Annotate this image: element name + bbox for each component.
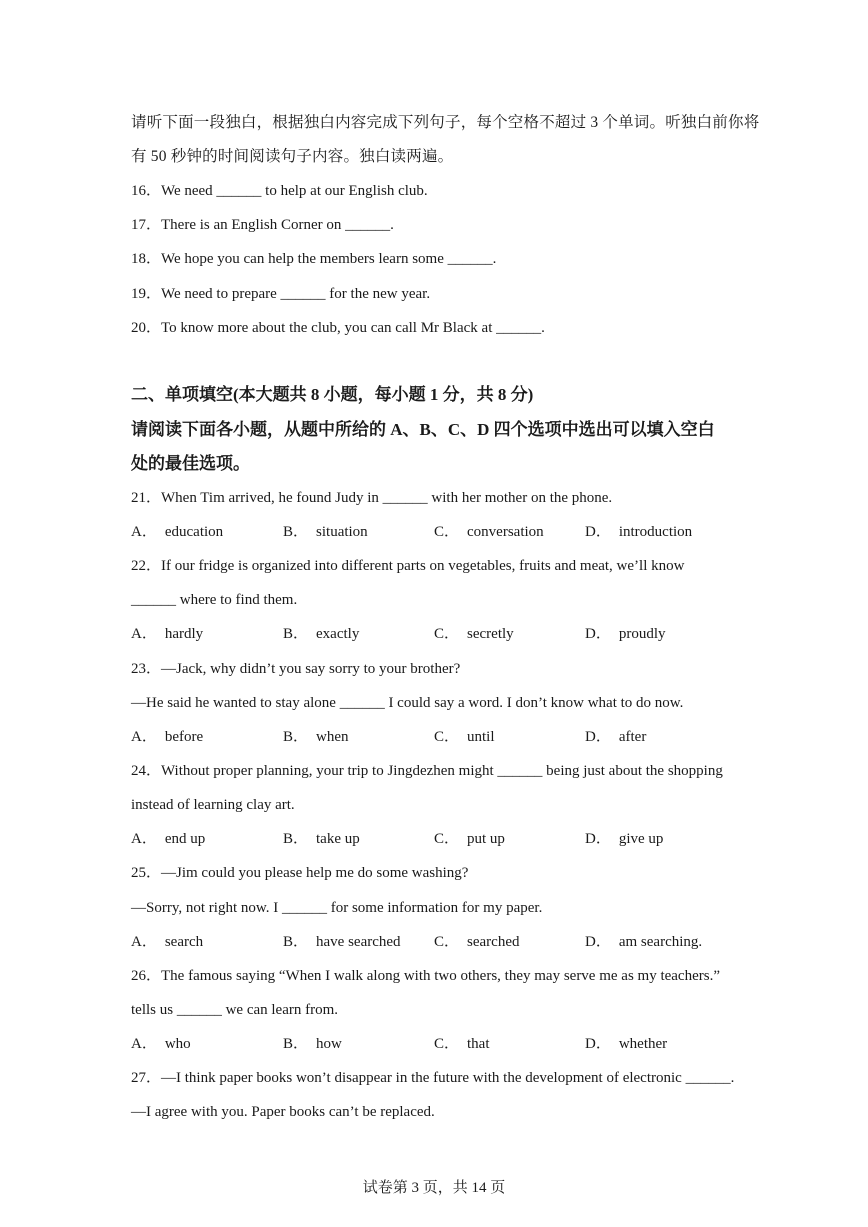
question-stem: 25．—Jim could you please help me do some washing? bbox=[131, 865, 469, 881]
option-row bbox=[131, 932, 751, 952]
option-row bbox=[131, 1034, 751, 1054]
option-b: B． have searched bbox=[283, 934, 401, 950]
option-b: B． how bbox=[283, 1036, 342, 1052]
option-row bbox=[131, 624, 751, 644]
option-b: B． when bbox=[283, 729, 349, 745]
option-a: A． before bbox=[131, 729, 204, 745]
option-d: D． whether bbox=[585, 1036, 668, 1052]
option-row bbox=[131, 522, 751, 542]
option-b: B． exactly bbox=[283, 626, 360, 642]
page-footer: 试卷第 3 页，共 14 页 bbox=[362, 1180, 506, 1196]
question-stem-continued: ______ where to find them. bbox=[131, 592, 298, 608]
fill-item-20: 20．To know more about the club, you can call Mr Black at ______. bbox=[131, 320, 545, 336]
option-row bbox=[131, 829, 751, 849]
question-stem: 21．When Tim arrived, he found Judy in ______ with her mother on the phone. bbox=[131, 490, 613, 506]
listening-instruction-line-2: 有 50 秒钟的时间阅读句子内容。独白读两遍。 bbox=[131, 148, 454, 165]
option-a: A． education bbox=[131, 524, 224, 540]
question-stem: 26．The famous saying “When I walk along with two others, they may serve me as my teachers.” bbox=[131, 968, 720, 984]
option-a: A． hardly bbox=[131, 626, 204, 642]
question-stem-continued: —I agree with you. Paper books can’t be replaced. bbox=[131, 1104, 435, 1120]
question-stem-continued: —Sorry, not right now. I ______ for some information for my paper. bbox=[131, 900, 543, 916]
question-stem: 23．—Jack, why didn’t you say sorry to your brother? bbox=[131, 661, 461, 677]
fill-item-19: 19．We need to prepare ______ for the new year. bbox=[131, 286, 431, 302]
fill-item-17: 17．There is an English Corner on ______. bbox=[131, 217, 394, 233]
question-stem-continued: —He said he wanted to stay alone ______ I could say a word. I don’t know what to do now. bbox=[131, 695, 684, 711]
option-d: D． give up bbox=[585, 831, 664, 847]
option-c: C． secretly bbox=[434, 626, 514, 642]
option-c: C． searched bbox=[434, 934, 520, 950]
option-c: C． that bbox=[434, 1036, 490, 1052]
option-c: C． conversation bbox=[434, 524, 544, 540]
option-d: D． am searching. bbox=[585, 934, 703, 950]
option-b: B． take up bbox=[283, 831, 360, 847]
option-a: A． who bbox=[131, 1036, 191, 1052]
section-instruction-line-1: 请阅读下面各小题，从题中所给的 A、B、C、D 四个选项中选出可以填入空白 bbox=[131, 420, 715, 439]
option-c: C． put up bbox=[434, 831, 505, 847]
option-d: D． proudly bbox=[585, 626, 666, 642]
option-d: D． after bbox=[585, 729, 647, 745]
listening-instruction-line-1: 请听下面一段独白，根据独白内容完成下列句子，每个空格不超过 3 个单词。听独白前你将 bbox=[131, 114, 760, 131]
option-row bbox=[131, 727, 751, 747]
section-heading: 二、单项填空(本大题共 8 小题，每小题 1 分，共 8 分) bbox=[131, 385, 534, 404]
option-a: A． search bbox=[131, 934, 204, 950]
fill-item-18: 18．We hope you can help the members learn some ______. bbox=[131, 251, 497, 267]
question-stem-continued: instead of learning clay art. bbox=[131, 797, 295, 813]
fill-item-16: 16．We need ______ to help at our English club. bbox=[131, 183, 428, 199]
section-instruction-line-2: 处的最佳选项。 bbox=[131, 454, 250, 473]
option-c: C． until bbox=[434, 729, 495, 745]
question-stem: 24．Without proper planning, your trip to Jingdezhen might ______ being just about the shopping bbox=[131, 763, 723, 779]
question-stem: 27．—I think paper books won’t disappear in the future with the development of electronic ______. bbox=[131, 1070, 735, 1086]
option-a: A． end up bbox=[131, 831, 206, 847]
question-stem: 22．If our fridge is organized into different parts on vegetables, fruits and meat, we’ll know bbox=[131, 558, 685, 574]
option-b: B． situation bbox=[283, 524, 368, 540]
question-stem-continued: tells us ______ we can learn from. bbox=[131, 1002, 339, 1018]
option-d: D． introduction bbox=[585, 524, 693, 540]
